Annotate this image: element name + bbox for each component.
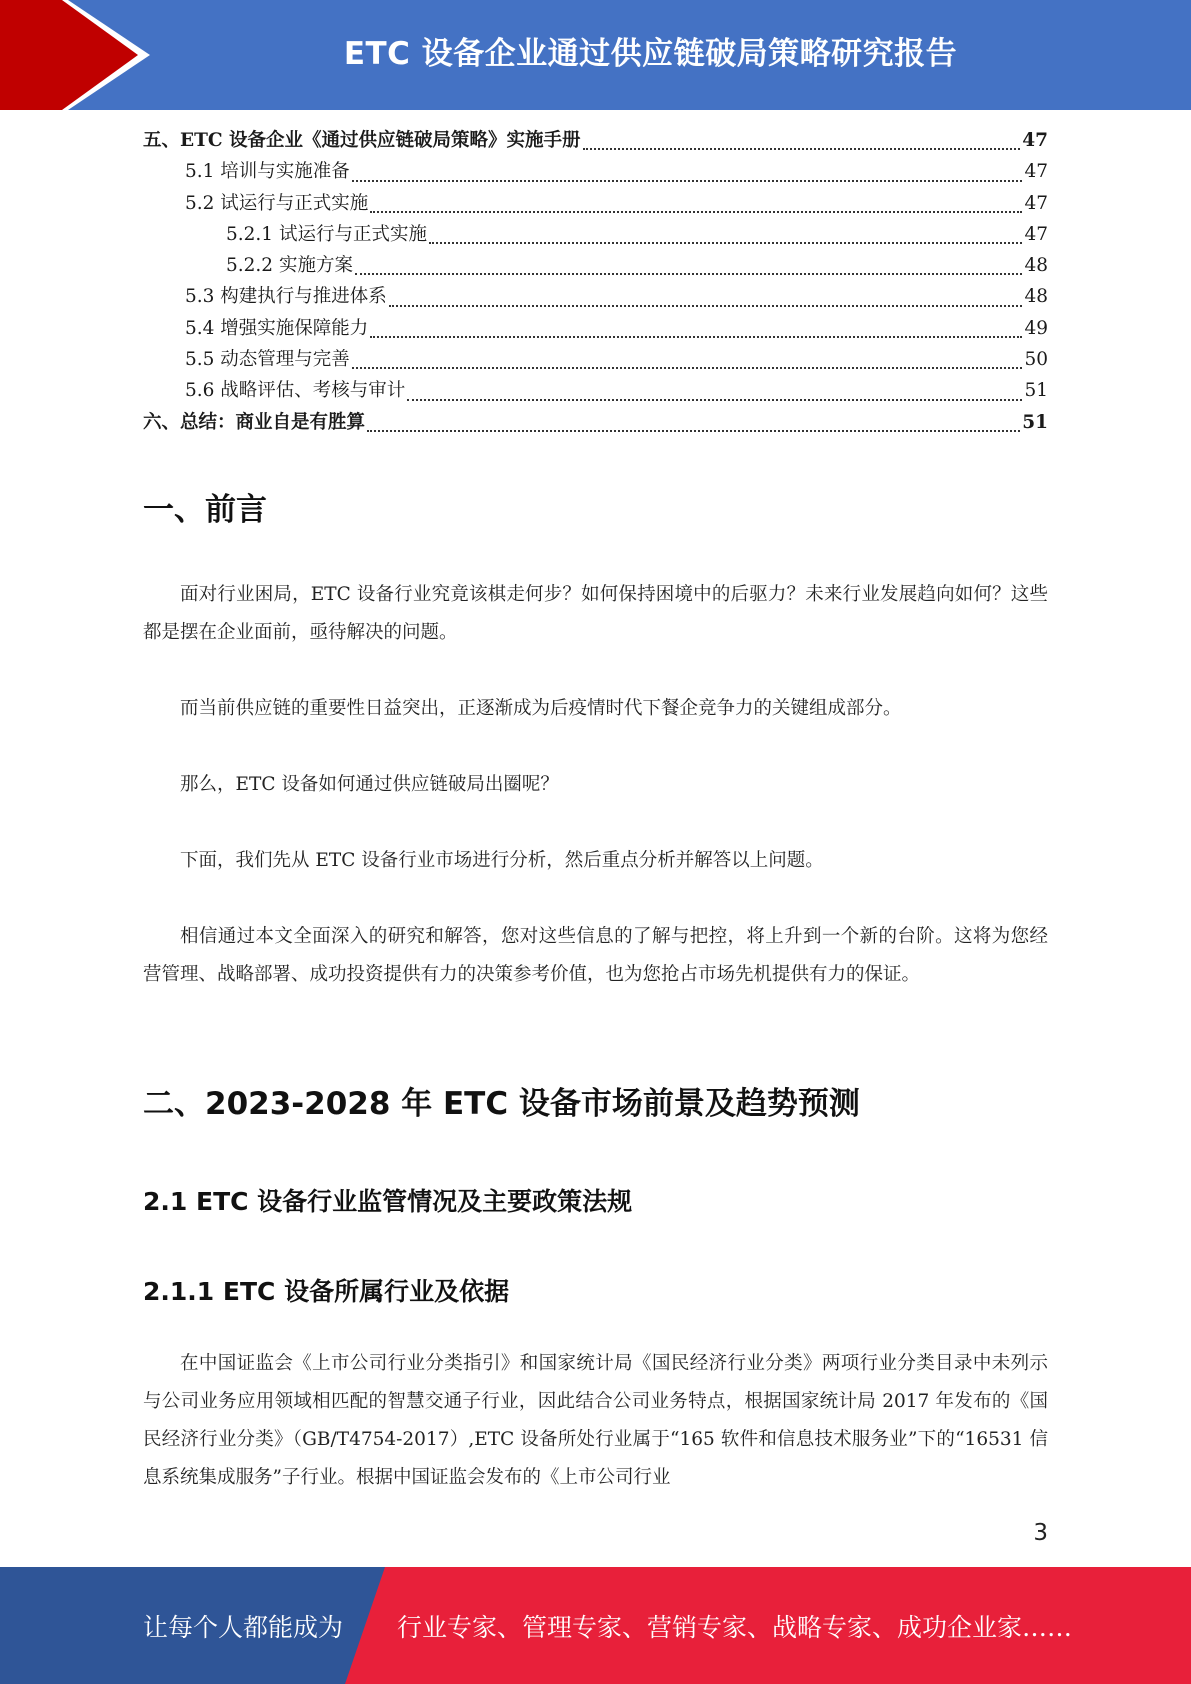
toc-entry[interactable] xyxy=(143,376,1048,407)
toc-entry-page: 50 xyxy=(1024,349,1048,371)
preface-paragraph-4: 下面，我们先从 ETC 设备行业市场进行分析，然后重点分析并解答以上问题。 xyxy=(180,850,824,871)
section-2-1-1-paragraph: 在中国证监会《上市公司行业分类指引》和国家统计局《国民经济行业分类》两项行业分类目录中未列示与公司业务应用领域相匹配的智慧交通子行业，因此结合公司业务特点，根据国家统计局 2017 年发布的《国民经济行业分类》（GB/T4754-2017）,ETC 设备所处行业属于“165 软件和信息技术服务业”下的“16531 信息系统集成服务”子行业。根据中国证监会发布的《上市公司行业 xyxy=(143,1353,1048,1488)
toc-entry-page: 49 xyxy=(1024,317,1048,339)
footer-slogan-right: 行业专家、管理专家、营销专家、战略专家、成功企业家…… xyxy=(397,1612,1073,1642)
toc-entry[interactable] xyxy=(143,251,1048,282)
toc-entry[interactable] xyxy=(143,220,1048,251)
toc-entry-page: 51 xyxy=(1022,411,1048,433)
toc-entry-label: 六、总结：商业自是有胜算 xyxy=(143,411,366,433)
toc-entry-page: 47 xyxy=(1024,223,1048,245)
toc-entry[interactable] xyxy=(143,345,1048,376)
table-of-contents xyxy=(143,126,1048,439)
toc-entry-label: 5.1 培训与实施准备 xyxy=(185,161,350,183)
toc-entry-page: 51 xyxy=(1024,380,1048,402)
toc-list xyxy=(143,126,1048,439)
toc-entry-label: 5.5 动态管理与完善 xyxy=(185,349,350,371)
report-title: ETC 设备企业通过供应链破局策略研究报告 xyxy=(343,35,958,72)
toc-entry-label: 5.6 战略评估、考核与审计 xyxy=(185,380,406,402)
toc-entry[interactable] xyxy=(143,126,1048,157)
toc-entry[interactable] xyxy=(143,282,1048,313)
preface-paragraph-2: 而当前供应链的重要性日益突出，正逐渐成为后疫情时代下餐企竞争力的关键组成部分。 xyxy=(180,698,902,719)
toc-entry[interactable] xyxy=(143,314,1048,345)
page-header xyxy=(0,0,1191,110)
toc-leader-dots xyxy=(429,242,1022,244)
toc-entry[interactable] xyxy=(143,408,1048,439)
section-2-1-heading: 2.1 ETC 设备行业监管情况及主要政策法规 xyxy=(143,1187,633,1216)
preface-paragraph-1: 面对行业困局，ETC 设备行业究竟该棋走何步？如何保持困境中的后驱力？未来行业发展趋向如何？这些都是摆在企业面前，亟待解决的问题。 xyxy=(143,584,1048,643)
toc-entry[interactable] xyxy=(143,157,1048,188)
footer-slogan-left: 让每个人都能成为 xyxy=(143,1612,344,1642)
preface-paragraph-3: 那么，ETC 设备如何通过供应链破局出圈呢？ xyxy=(180,774,559,795)
toc-entry[interactable] xyxy=(143,189,1048,220)
toc-entry-page: 48 xyxy=(1024,255,1048,277)
toc-entry-label: 5.3 构建执行与推进体系 xyxy=(185,286,387,308)
section-2-1-1-heading: 2.1.1 ETC 设备所属行业及依据 xyxy=(143,1277,510,1306)
toc-entry-page: 48 xyxy=(1024,286,1048,308)
toc-leader-dots xyxy=(355,273,1023,275)
page-number: 3 xyxy=(1033,1520,1048,1546)
toc-leader-dots xyxy=(583,148,1021,150)
toc-entry-page: 47 xyxy=(1022,130,1048,151)
preface-heading: 一、前言 xyxy=(143,492,267,528)
toc-entry-label: 5.2 试运行与正式实施 xyxy=(185,192,369,214)
toc-entry-label: 五、ETC 设备企业《通过供应链破局策略》实施手册 xyxy=(143,130,581,151)
page-footer xyxy=(0,1567,1191,1684)
preface-paragraph-5: 相信通过本文全面深入的研究和解答，您对这些信息的了解与把控，将上升到一个新的台阶。这将为您经营管理、战略部署、成功投资提供有力的决策参考价值，也为您抢占市场先机提供有力的保证。 xyxy=(143,926,1048,985)
toc-entry-page: 47 xyxy=(1024,192,1048,214)
toc-entry-label: 5.2.1 试运行与正式实施 xyxy=(226,223,427,245)
toc-entry-label: 5.4 增强实施保障能力 xyxy=(185,317,369,339)
toc-entry-label: 5.2.2 实施方案 xyxy=(226,255,353,277)
section-2-heading: 二、2023-2028 年 ETC 设备市场前景及趋势预测 xyxy=(143,1086,860,1122)
toc-leader-dots xyxy=(389,305,1023,307)
toc-leader-dots xyxy=(352,180,1023,182)
toc-entry-page: 47 xyxy=(1024,161,1048,183)
toc-leader-dots xyxy=(370,211,1022,213)
toc-leader-dots xyxy=(352,367,1023,369)
toc-leader-dots xyxy=(367,430,1020,432)
toc-leader-dots xyxy=(407,399,1022,401)
toc-leader-dots xyxy=(370,336,1022,338)
